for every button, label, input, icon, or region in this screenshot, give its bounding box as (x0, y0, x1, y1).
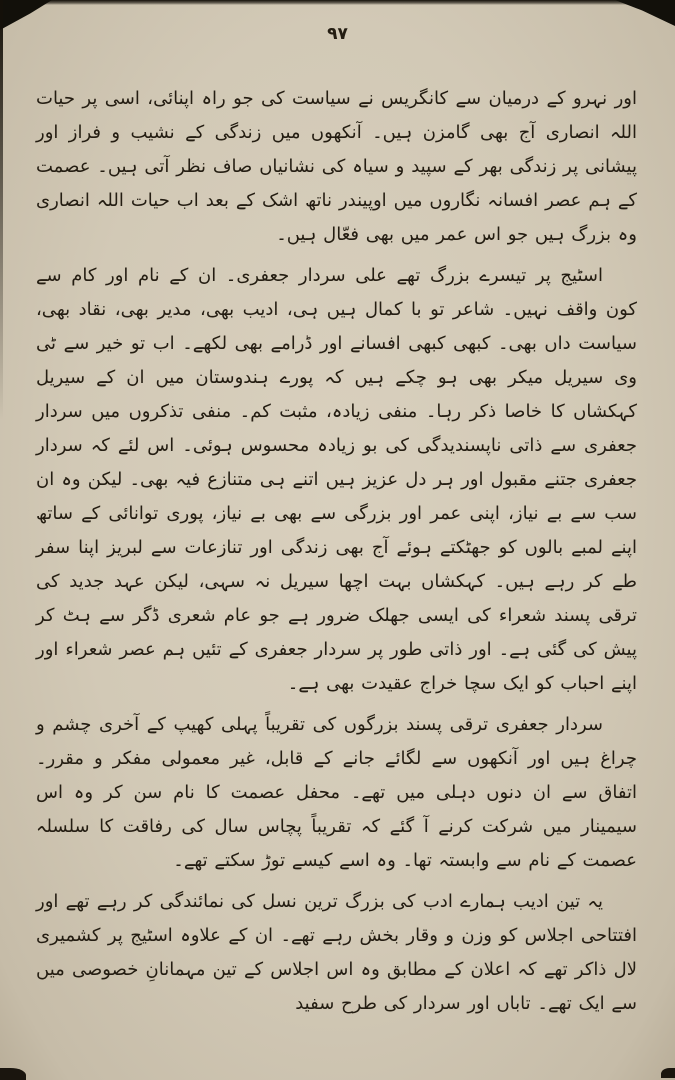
scan-artifact-left-edge (0, 0, 3, 420)
page-text-block (36, 82, 637, 1066)
page-number: ٩٧ (327, 24, 348, 44)
scan-artifact-bottom-right-corner (661, 1068, 675, 1078)
paragraph: سردار جعفری ترقی پسند بزرگوں کی تقریباً پہلی کھیپ کے آخری چشم و چراغ ہیں اور آنکھوں سے لگائے جانے کے قابل، غیر معمولی مفکر و مقرر۔ اتفاق سے ان دنوں دہلی میں تھے۔ محفل عصمت کا نام سن کر وہ اس سیمینار میں شرکت کرنے آ گئے کہ تقریباً پچاس سال کی رفاقت کا سلسلہ عصمت کے نام سے وابستہ تھا۔ وہ اسے کیسے توڑ سکتے تھے۔ (36, 714, 637, 871)
paragraph: اور نہرو کے درمیان سے کانگریس نے سیاست کی جو راہ اپنائی، اسی پر حیات اللہ انصاری آج بھی گامزن ہیں۔ آنکھوں میں زندگی کے نشیب و فراز اور پیشانی پر زندگی بھر کے سپید و سیاہ کی نشانیاں صاف نظر آتی ہیں۔ عصمت کے ہم عصر افسانہ نگاروں میں اوپیندر ناتھ اشک کے بعد اب حیات اللہ انصاری وہ بزرگ ہیں جو اس عمر میں بھی فعّال ہیں۔ (36, 88, 637, 245)
scan-artifact-top-edge (0, 0, 675, 5)
paragraph: یہ تین ادیب ہمارے ادب کی بزرگ ترین نسل کی نمائندگی کر رہے تھے اور افتتاحی اجلاس کو وزن و وقار بخش رہے تھے۔ ان کے علاوہ اسٹیج پر کشمیری لال ذاکر تھے کہ اعلان کے مطابق وہ اس اجلاس کے تین مہمانانِ خصوصی میں سے ایک تھے۔ تاباں اور سردار کی طرح سفید (36, 891, 637, 1014)
scan-artifact-bottom-left-corner (0, 1068, 26, 1080)
paragraph: اسٹیج پر تیسرے بزرگ تھے علی سردار جعفری۔ ان کے نام اور کام سے کون واقف نہیں۔ شاعر تو با کمال ہیں ہی، ادیب بھی، مدیر بھی، نقاد بھی، سیاست داں بھی۔ کبھی کبھی افسانے اور ڈرامے بھی لکھے۔ اب تو خیر سے ٹی وی سیریل میکر بھی ہو چکے ہیں کہ پورے ہندوستان میں ان کے سیریل کہکشاں کا خاصا ذکر رہا۔ منفی زیادہ، مثبت کم۔ منفی تذکروں میں سردار جعفری سے ذاتی ناپسندیدگی کی بو زیادہ محسوس ہوئی۔ اس لئے کہ سردار جعفری جتنے مقبول اور ہر دل عزیز ہیں اتنے ہی متنازع فیہ بھی۔ لیکن وہ ان سب سے بے نیاز، اپنی عمر اور بزرگی سے بھی بے نیاز، پوری توانائی کے ساتھ اپنے لمبے بالوں کو جھٹکتے ہوئے آج بھی زندگی اور تنازعات سے لبریز اپنا سفر طے کر رہے ہیں۔ کہکشاں بہت اچھا سیریل نہ سہی، لیکن عہد جدید کی ترقی پسند شعراء کی ایسی جھلک ضرور ہے جو عام شعری ڈگر سے ہٹ کر پیش کی گئی ہے۔ اور ذاتی طور پر سردار جعفری کے تئیں ہم عصر شعراء اور اپنے احباب کو ایک سچا خراج عقیدت بھی ہے۔ (36, 265, 637, 694)
